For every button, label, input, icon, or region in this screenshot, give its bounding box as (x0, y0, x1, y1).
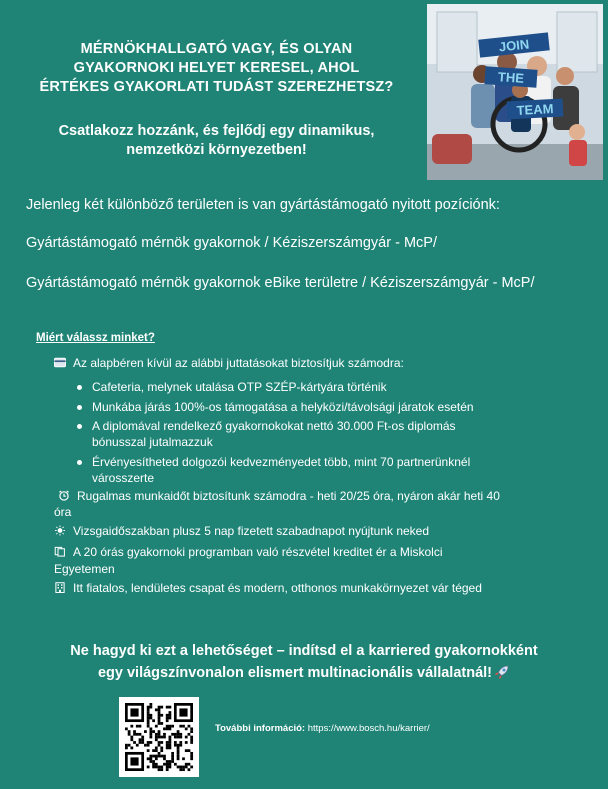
feature-text: Egyetemen (54, 562, 115, 576)
more-info-label: További információ: (215, 723, 306, 734)
feature-item (54, 544, 443, 560)
benefit-bullet (92, 379, 387, 395)
more-info-link[interactable]: https://www.bosch.hu/karrier/ (307, 723, 430, 734)
benefit-text: Érvényesítheted dolgozói kedvezményedet több, mint 70 partnerünknél (92, 455, 471, 469)
headline-line: MÉRNÖKHALLGATÓ VAGY, ÉS OLYAN (80, 41, 353, 57)
feature-item (54, 580, 482, 596)
headline-line: GYAKORNOKI HELYET KERESEL, AHOL (73, 60, 360, 76)
team-photo (427, 4, 603, 180)
books-icon (54, 546, 66, 557)
sun-icon (54, 525, 66, 536)
call-to-action (0, 640, 608, 684)
qr-code[interactable] (119, 697, 199, 777)
feature-text: Itt fiatalos, lendületes csapat és modern, otthonos munkakörnyezet vár téged (73, 581, 482, 595)
feature-text: Rugalmas munkaidőt biztosítunk számodra - heti 20/25 óra, nyáron akár heti 40 (77, 489, 500, 503)
feature-continuation (54, 561, 115, 577)
sign-word: JOIN (498, 36, 530, 55)
position-item: Gyártástámogató mérnök gyakornok / Kéziszerszámgyár - McP/ (26, 235, 437, 251)
feature-continuation (54, 504, 71, 520)
feature-item (54, 523, 429, 539)
benefit-text: Munkába járás 100%-os támogatása a helyközi/távolsági járatok esetén (92, 400, 474, 414)
office-building-icon (54, 582, 66, 593)
why-title: Miért válassz minket? (36, 332, 155, 344)
benefits-lead (54, 356, 404, 370)
subheadline-line: Csatlakozz hozzánk, és fejlődj egy dinamikus, (58, 123, 375, 139)
benefit-text: városszerte (92, 471, 155, 485)
feature-text: Vizsgaidőszakban plusz 5 nap fizetett szabadnapot nyújtunk neked (73, 524, 430, 538)
feature-text: A 20 órás gyakornoki programban való részvétel kreditet ér a Miskolci (73, 545, 443, 559)
cta-line: Ne hagyd ki ezt a lehetőséget – indítsd el a karriered gyakornokként (70, 643, 538, 659)
benefits-lead-text: Az alapbéren kívül az alábbi juttatásokat biztosítjuk számodra: (73, 356, 404, 370)
sign-word: TEAM (516, 101, 554, 118)
more-info (215, 723, 430, 734)
subheadline-line: nemzetközi környezetben! (126, 142, 307, 158)
cta-line-2 (0, 662, 608, 684)
intro-text: Jelenleg két különböző területen is van gyártástámogató nyitott pozíciónk: (26, 197, 500, 213)
benefit-text: bónusszal jutalmazzuk (92, 435, 213, 449)
subheadline (14, 122, 419, 160)
credit-card-icon (54, 357, 66, 368)
rocket-icon (494, 664, 510, 680)
benefit-bullet (92, 454, 470, 486)
benefit-text: A diplomával rendelkező gyakornokokat nettó 30.000 Ft-os diplomás (92, 419, 456, 433)
qr-code-image (119, 697, 199, 777)
feature-item (58, 488, 500, 504)
benefit-text: Cafeteria, melynek utalása OTP SZÉP-kártyára történik (92, 380, 387, 394)
headline (14, 40, 419, 97)
headline-line: ÉRTÉKES GYAKORLATI TUDÁST SZEREZHETSZ? (39, 79, 394, 95)
position-item: Gyártástámogató mérnök gyakornok eBike területre / Kéziszerszámgyár - McP/ (26, 275, 535, 291)
feature-text: óra (54, 505, 72, 519)
alarm-clock-icon (58, 490, 70, 501)
sign-word: THE (497, 69, 525, 86)
cta-line: egy világszínvonalon elismert multinacionális vállalatnál! (97, 665, 493, 681)
benefit-bullet (92, 399, 474, 415)
benefit-bullet (92, 418, 456, 450)
